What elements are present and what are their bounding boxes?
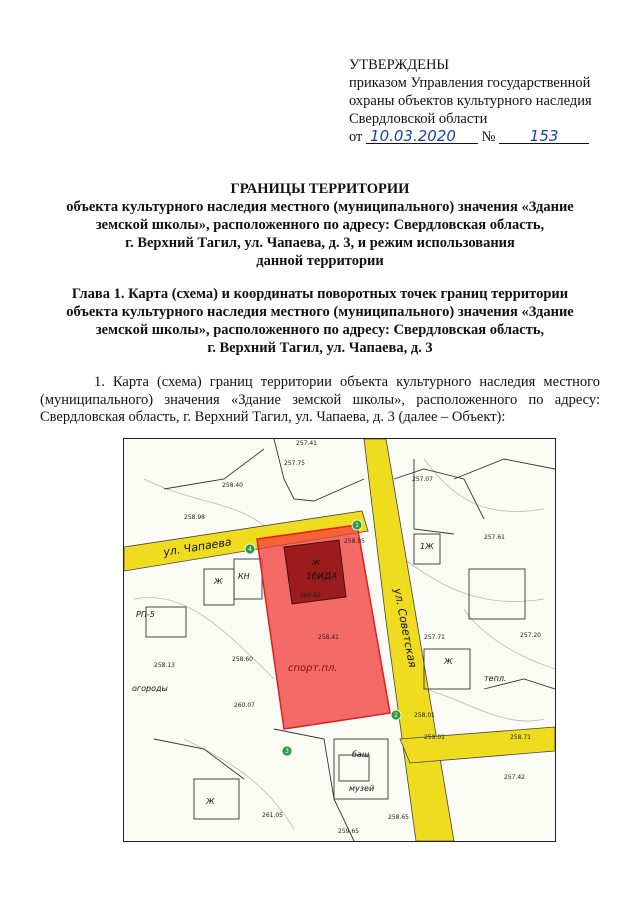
elevation-label: 258.60 <box>232 656 253 663</box>
bath-label: баш <box>352 750 370 759</box>
street-sovetskaya-label: ул. Советская <box>391 587 420 669</box>
title-line: объекта культурного наследия местного (муниципального) значения «Здание <box>66 199 574 215</box>
title-line: ГРАНИЦЫ ТЕРРИТОРИИ <box>230 181 410 197</box>
title-line: г. Верхний Тагил, ул. Чапаева, д. 3, и режим использования <box>125 235 515 251</box>
from-label: от <box>349 129 363 145</box>
point-1-label: 1 <box>355 522 359 529</box>
elevation-label: 258.01 <box>414 712 435 719</box>
elevation-label: 257.61 <box>484 534 505 541</box>
elevation-label: 257.71 <box>424 634 445 641</box>
elevation-label: 261.05 <box>262 812 283 819</box>
elevation-label: 258.71 <box>510 734 531 741</box>
title-line: земской школы», расположенного по адресу: Свердловская область, <box>95 217 545 233</box>
chapter-line: г. Верхний Тагил, ул. Чапаева, д. 3 <box>207 340 433 356</box>
point-2-label: 2 <box>394 712 398 719</box>
approval-line-region: Свердловской области <box>349 111 488 127</box>
school-label-2: 1бИДА <box>306 572 338 582</box>
rp-label: РП-5 <box>136 610 155 619</box>
elevation-label: 260.62 <box>300 592 321 599</box>
approval-line-order: приказом Управления государственной <box>349 75 591 91</box>
teplo-label: тепл. <box>484 674 507 683</box>
approval-date: 10.03.2020 <box>366 129 478 144</box>
kn-label: КН <box>238 572 250 581</box>
paragraph-text: 1. Карта (схема) границ территории объекта культурного наследия местного (муниципального) значения «Здание земской школы», расположенного по адресу: Свердловская область, г. Верхний Тагил, ул. Чапаева, д. 3 (далее – Объект): <box>40 374 600 425</box>
elevation-label: 257.42 <box>504 774 525 781</box>
approval-line-agency: охраны объектов культурного наследия <box>349 93 592 109</box>
elevation-label: 258.13 <box>154 662 175 669</box>
elevation-label: 258.98 <box>184 514 205 521</box>
elevation-label: 257.41 <box>296 440 317 447</box>
zh-label: Ж <box>444 657 453 666</box>
approval-date-number-line <box>349 128 592 146</box>
elevation-label: 258.40 <box>222 482 243 489</box>
chapter-line: Глава 1. Карта (схема) и координаты поворотных точек границ территории <box>71 286 569 302</box>
elevation-label: 259.01 <box>424 734 445 741</box>
museum-label: музей <box>349 784 375 793</box>
elevation-label: 260.07 <box>234 702 255 709</box>
title-line: данной территории <box>256 253 384 269</box>
gardens-label: огороды <box>132 684 168 693</box>
zh-label: 1Ж <box>420 542 434 551</box>
boundary-map <box>123 438 556 842</box>
document-title <box>40 180 600 270</box>
street-chapaeva-label: ул. Чапаева <box>162 535 233 559</box>
intro-paragraph <box>40 374 600 427</box>
school-label-1: ж <box>312 558 321 568</box>
zh-label: Ж <box>206 797 215 806</box>
approval-number: 153 <box>499 129 589 144</box>
point-4-label: 4 <box>248 546 252 553</box>
sport-label: спорт.пл. <box>288 663 338 674</box>
elevation-label: 258.41 <box>318 634 339 641</box>
approval-block <box>349 56 592 146</box>
number-label: № <box>481 129 496 145</box>
elevation-label: 258.05 <box>344 538 365 545</box>
chapter-line: земской школы», расположенного по адресу: Свердловская область, <box>95 322 545 338</box>
elevation-label: 257.07 <box>412 476 433 483</box>
chapter-heading <box>40 285 600 357</box>
chapter-line: объекта культурного наследия местного (муниципального) значения «Здание <box>66 304 574 320</box>
point-3-label: 3 <box>285 748 289 755</box>
elevation-label: 259.65 <box>338 828 359 835</box>
approval-heading: УТВЕРЖДЕНЫ <box>349 57 450 73</box>
elevation-label: 258.65 <box>388 814 409 821</box>
elevation-label: 257.20 <box>520 632 541 639</box>
elevation-label: 257.75 <box>284 460 305 467</box>
zh-label: Ж <box>214 577 223 586</box>
